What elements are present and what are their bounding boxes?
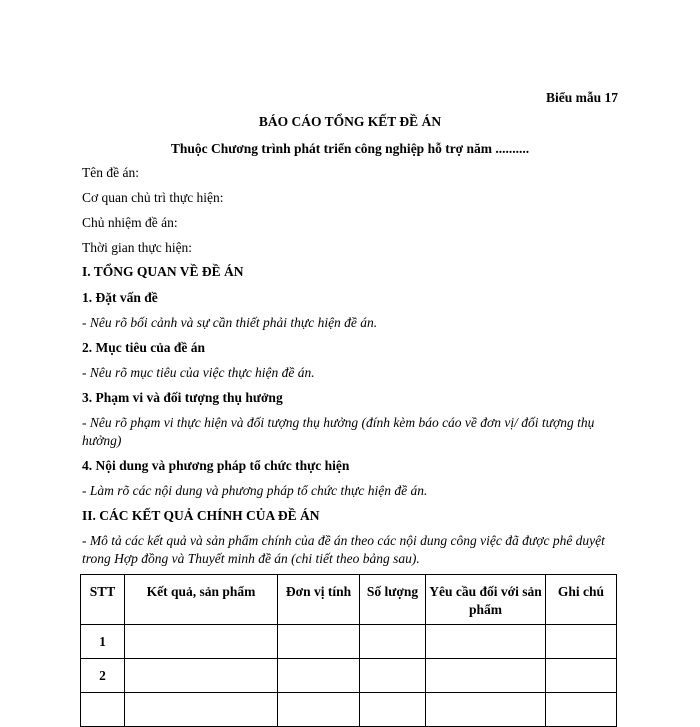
project-lead-field: Chủ nhiệm đề án: [82, 215, 178, 230]
subsection-note: - Nêu rõ bối cảnh và sự cần thiết phải thực hiện đề án. [82, 315, 378, 330]
section-2-heading: II. CÁC KẾT QUẢ CHÍNH CỦA ĐỀ ÁN [82, 508, 320, 523]
subsection-note: - Làm rõ các nội dung và phương pháp tổ chức thực hiện đề án. [82, 483, 428, 498]
table-row [81, 659, 617, 693]
report-subtitle: Thuộc Chương trình phát triển công nghiệp hỗ trợ năm .......... [170, 141, 530, 156]
table-cell [278, 659, 360, 693]
col-header-result: Kết quả, sản phẩm [125, 575, 278, 625]
table-cell [360, 659, 426, 693]
table-cell [125, 659, 278, 693]
col-header-requirements: Yêu cầu đối với sản phẩm [426, 575, 546, 625]
duration-field: Thời gian thực hiện: [82, 240, 193, 255]
table-cell [546, 625, 617, 659]
col-header-quantity: Số lượng [360, 575, 426, 625]
table-header-row [81, 575, 617, 625]
section-2-note: - Mô tả các kết quả và sản phẩm chính của đề án theo các nội dung công việc đã được phê duyệt trong Hợp đồng và Thuyết minh đề án (chi tiết theo bảng sau). [82, 533, 605, 566]
form-number: Biểu mẫu 17 [545, 90, 618, 105]
subsection-note: - Nêu rõ phạm vi thực hiện và đối tượng thụ hưởng (đính kèm báo cáo về đơn vị/ đối tượng thụ hưởng) [82, 415, 595, 448]
table-cell [546, 693, 617, 727]
results-table [80, 574, 617, 727]
table-cell [360, 625, 426, 659]
col-header-stt: STT [81, 575, 125, 625]
table-cell: 1 [81, 625, 125, 659]
table-row [81, 693, 617, 727]
section-1-heading: I. TỔNG QUAN VỀ ĐỀ ÁN [82, 264, 244, 279]
subsection-heading: 3. Phạm vi và đối tượng thụ hưởng [82, 390, 283, 405]
col-header-notes: Ghi chú [546, 575, 617, 625]
table-cell [546, 659, 617, 693]
host-agency-field: Cơ quan chủ trì thực hiện: [82, 190, 224, 205]
report-title: BÁO CÁO TỔNG KẾT ĐỀ ÁN [258, 114, 442, 129]
col-header-unit: Đơn vị tính [278, 575, 360, 625]
table-cell [278, 693, 360, 727]
subsection-heading: 1. Đặt vấn đề [82, 290, 158, 305]
table-cell [125, 625, 278, 659]
project-name-field: Tên đề án: [82, 165, 139, 180]
table-cell [360, 693, 426, 727]
table-cell: 2 [81, 659, 125, 693]
subsection-heading: 4. Nội dung và phương pháp tổ chức thực hiện [82, 458, 350, 473]
table-row [81, 625, 617, 659]
table-cell [426, 693, 546, 727]
table-cell [278, 625, 360, 659]
table-cell [125, 693, 278, 727]
subsection-heading: 2. Mục tiêu của đề án [82, 340, 205, 355]
table-cell [81, 693, 125, 727]
table-cell [426, 659, 546, 693]
subsection-note: - Nêu rõ mục tiêu của việc thực hiện đề án. [82, 365, 315, 380]
table-cell [426, 625, 546, 659]
